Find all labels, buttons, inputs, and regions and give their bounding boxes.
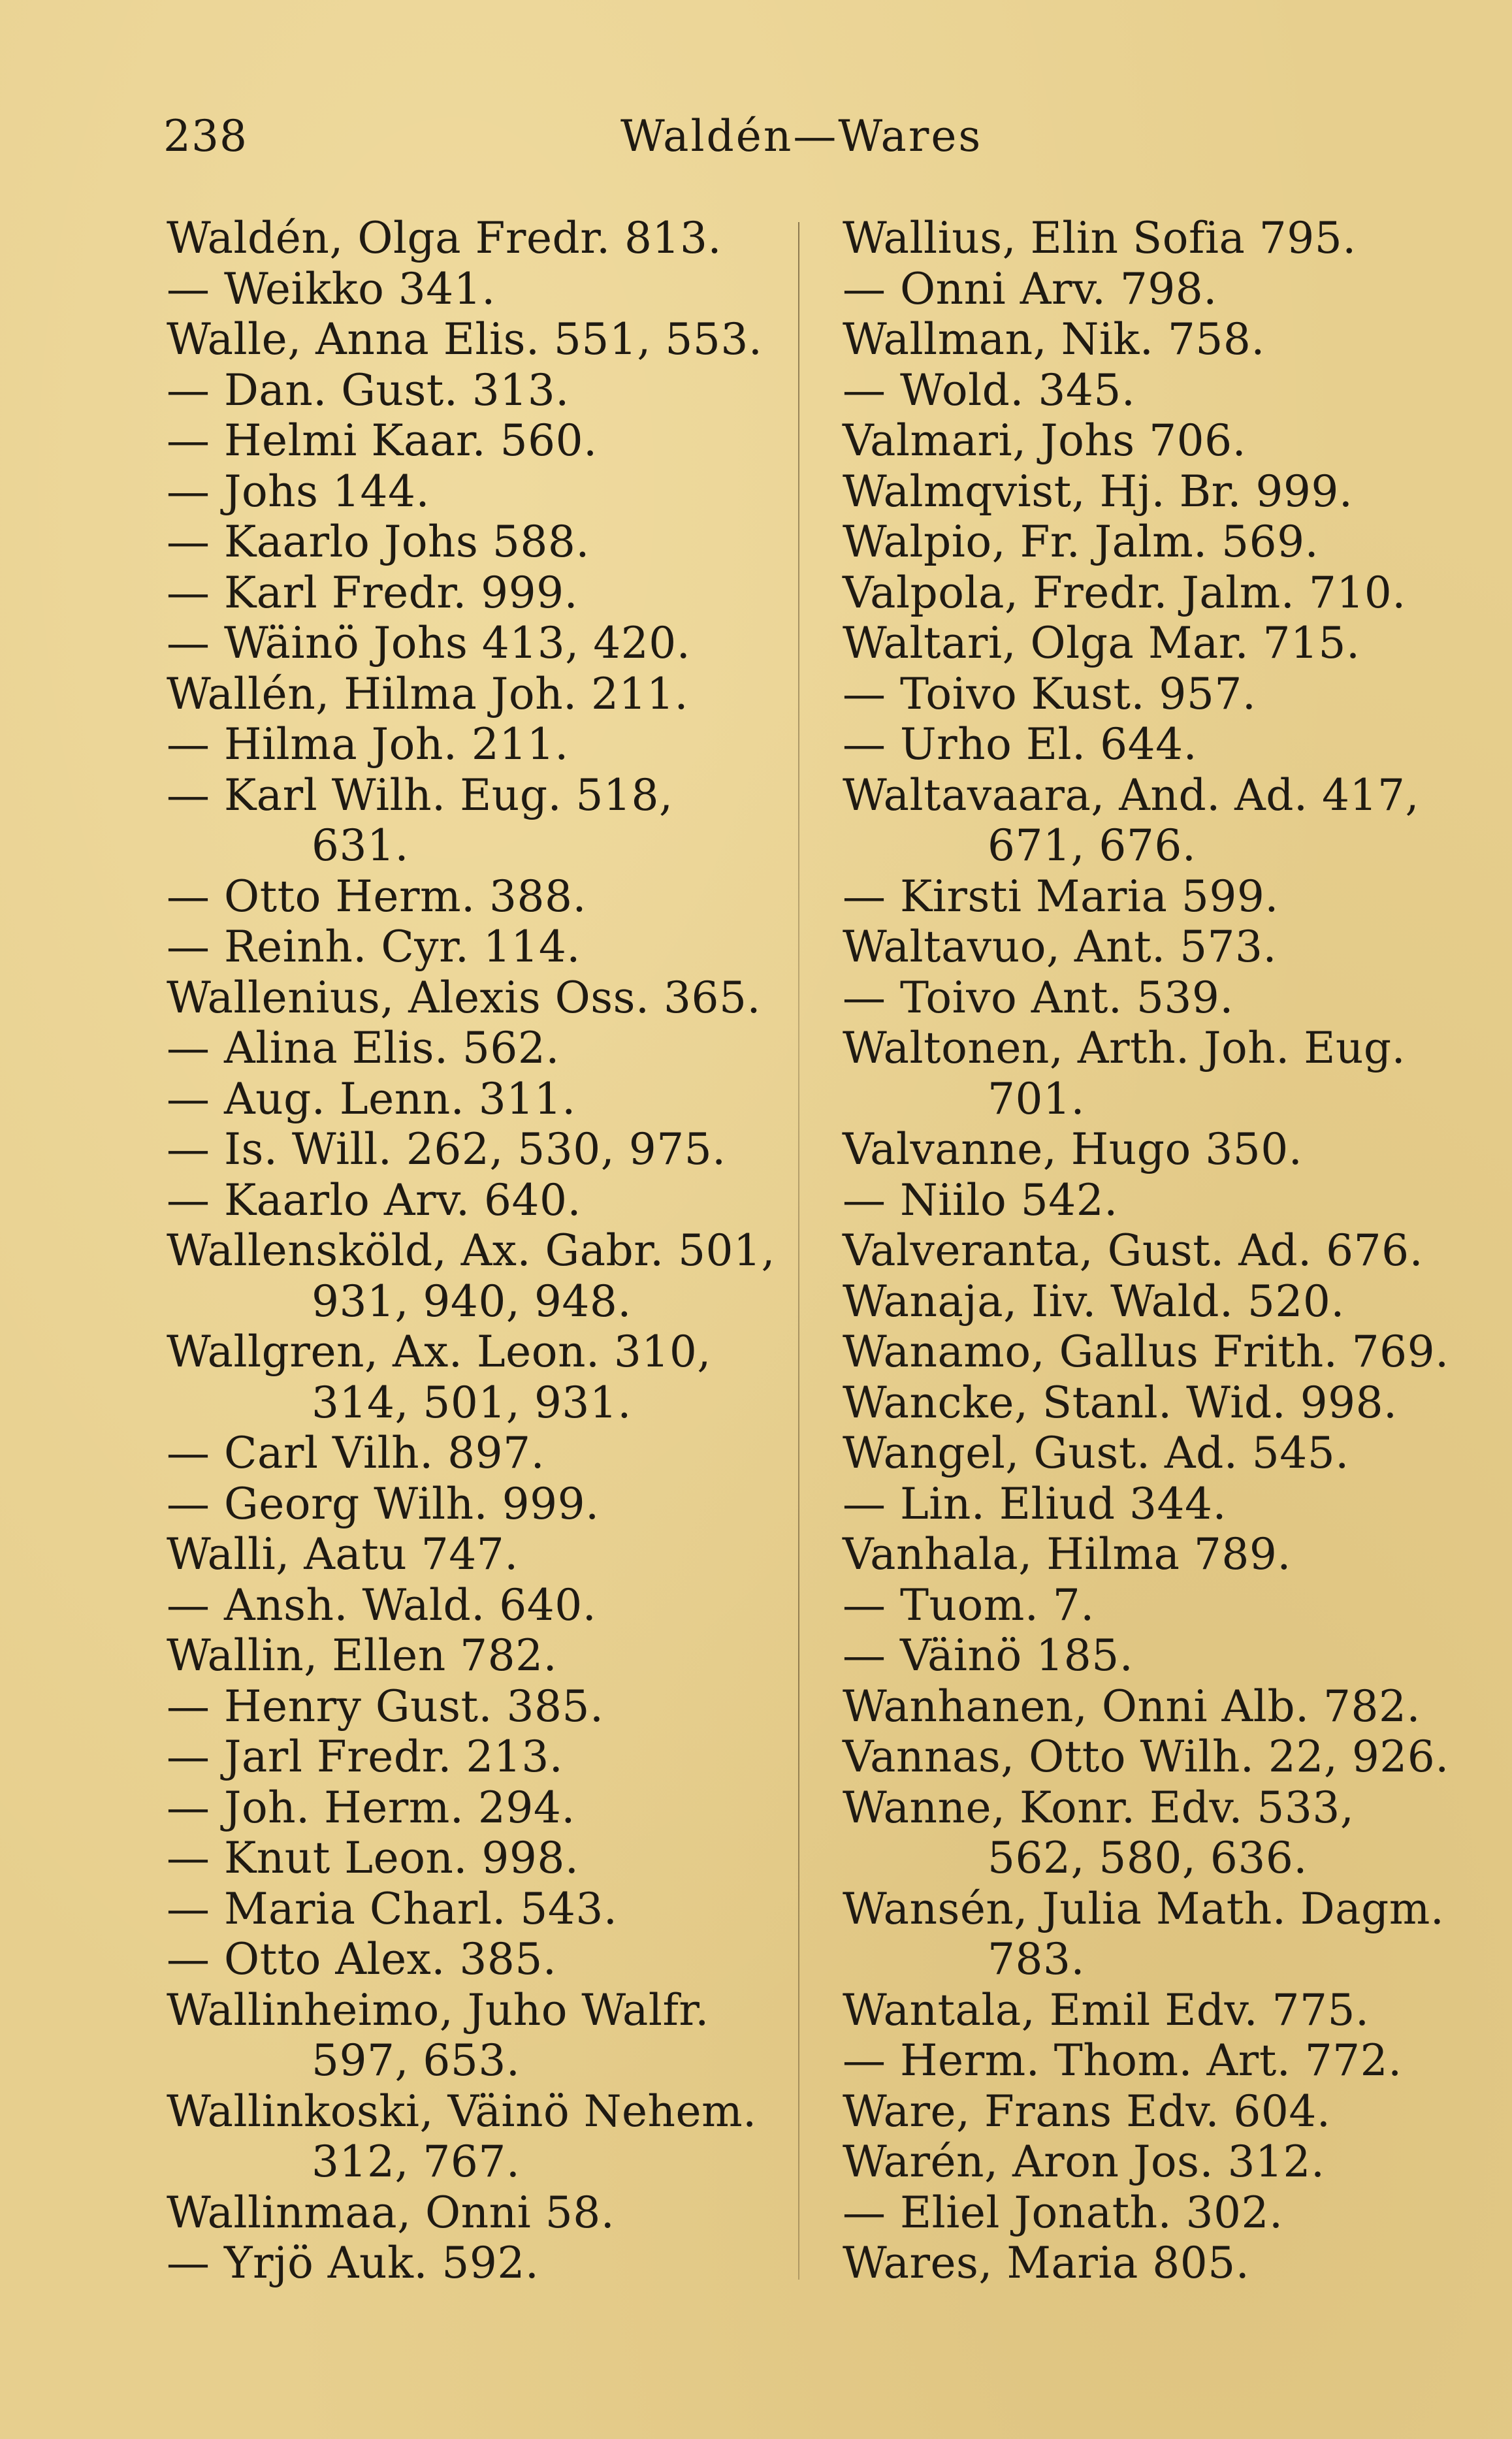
index-entry [843, 1327, 1470, 1378]
index-entry [843, 1479, 1470, 1530]
index-entry-text: Wallius, Elin Sofia 795. [843, 213, 1357, 263]
index-entry [843, 719, 1470, 770]
index-entry-text: — Knut Leon. 998. [167, 1833, 579, 1883]
index-entry [167, 1225, 777, 1327]
index-entry-text: — Karl Wilh. Eug. 518, [167, 769, 673, 820]
index-entry [843, 1630, 1470, 1681]
index-entry [167, 922, 777, 973]
index-entry-text: — Joh. Herm. 294. [167, 1782, 575, 1833]
index-entry-text: — Tuom. 7. [843, 1579, 1095, 1630]
index-entry-text: — Reinh. Cyr. 114. [167, 922, 581, 972]
index-entry-text: — Toivo Ant. 539. [843, 972, 1234, 1023]
index-entry-text: Wangel, Gust. Ad. 545. [843, 1428, 1349, 1478]
index-entry [167, 213, 777, 264]
index-entry [843, 2086, 1470, 2137]
index-entry [843, 1023, 1470, 1124]
index-entry [167, 1732, 777, 1783]
index-entry-text: Warén, Aron Jos. 312. [843, 2137, 1325, 2187]
index-entry [167, 466, 777, 517]
index-entry [167, 1175, 777, 1226]
index-entry-text: — Is. Will. 262, 530, 975. [167, 1124, 726, 1174]
index-entry [843, 568, 1470, 619]
index-entry [843, 1732, 1470, 1783]
index-entry-text: — Jarl Fredr. 213. [167, 1732, 564, 1782]
index-entry [167, 2188, 777, 2238]
index-entry-text: — Helmi Kaar. 560. [167, 415, 598, 466]
index-entry [843, 365, 1470, 416]
index-entry-text: Wanamo, Gallus Frith. 769. [843, 1327, 1449, 1377]
index-entry-text: Walle, Anna Elis. 551, 553. [167, 314, 763, 364]
index-entry [167, 1884, 777, 1935]
index-entry-text: — Wold. 345. [843, 364, 1136, 415]
index-entry-text: — Hilma Joh. 211. [167, 719, 569, 769]
index-entry-text: — Niilo 542. [843, 1174, 1118, 1225]
page-header [163, 111, 1447, 170]
index-entry-text: — Toivo Kust. 957. [843, 668, 1257, 719]
index-entry [843, 1884, 1470, 1985]
index-entry [843, 2137, 1470, 2188]
index-entry [843, 973, 1470, 1024]
index-entry-text: Walli, Aatu 747. [167, 1529, 519, 1579]
index-entry [167, 1580, 777, 1631]
index-entry [843, 2035, 1470, 2086]
index-entry-continuation: 783. [988, 1934, 1085, 1984]
index-entry [167, 1479, 777, 1530]
index-entry [843, 1276, 1470, 1327]
index-entry [167, 264, 777, 315]
index-entry-text: Valpola, Fredr. Jalm. 710. [843, 567, 1406, 618]
index-entry [843, 415, 1470, 466]
index-entry [167, 517, 777, 568]
index-entry-continuation: 314, 501, 931. [312, 1377, 632, 1428]
index-entry-text: Wallén, Hilma Joh. 211. [167, 668, 688, 719]
index-entry-text: — Johs 144. [167, 466, 430, 517]
index-entry-text: — Georg Wilh. 999. [167, 1478, 600, 1529]
index-entry-text: Wallinheimo, Juho Walfr. [167, 1984, 709, 2035]
index-entry [843, 1580, 1470, 1631]
index-entry [843, 618, 1470, 669]
index-entry-text: — Karl Fredr. 999. [167, 567, 579, 618]
index-entry [843, 1681, 1470, 1732]
index-entry [843, 1428, 1470, 1479]
index-entry [167, 1124, 777, 1175]
index-entry-text: Waltonen, Arth. Joh. Eug. [843, 1023, 1406, 1073]
index-entry-text: — Eliel Jonath. 302. [843, 2187, 1283, 2238]
index-entry-text: — Weikko 341. [167, 263, 496, 314]
index-entry-text: Wallensköld, Ax. Gabr. 501, [167, 1225, 776, 1276]
index-entry [843, 517, 1470, 568]
index-entry-text: Wallin, Ellen 782. [167, 1630, 558, 1681]
index-entry-text: Vannas, Otto Wilh. 22, 926. [843, 1732, 1449, 1782]
index-entry [167, 1681, 777, 1732]
index-entry-text: — Wäinö Johs 413, 420. [167, 618, 691, 668]
index-entry [167, 1630, 777, 1681]
index-entry [167, 1327, 777, 1428]
index-entry [167, 2238, 777, 2289]
index-entry [167, 1074, 777, 1125]
index-entry [843, 264, 1470, 315]
index-entry-text: — Herm. Thom. Art. 772. [843, 2035, 1402, 2086]
index-entry-text: — Kaarlo Johs 588. [167, 517, 590, 567]
index-entry-text: Wares, Maria 805. [843, 2238, 1250, 2288]
index-entry-text: — Kaarlo Arv. 640. [167, 1174, 581, 1225]
index-entry [167, 568, 777, 619]
index-entry [843, 922, 1470, 973]
index-entry-text: Wallman, Nik. 758. [843, 314, 1265, 364]
index-entry [167, 365, 777, 416]
index-entry-text: — Henry Gust. 385. [167, 1681, 604, 1732]
index-entry-continuation: 562, 580, 636. [988, 1833, 1308, 1883]
index-entry [167, 669, 777, 720]
index-entry-text: Waltavaara, And. Ad. 417, [843, 769, 1419, 820]
index-entry [167, 618, 777, 669]
running-head: Waldén—Wares [620, 111, 983, 161]
index-entry [843, 1175, 1470, 1226]
index-entry-text: Vanhala, Hilma 789. [843, 1529, 1291, 1579]
index-entry-text: Wanne, Konr. Edv. 533, [843, 1782, 1355, 1833]
index-entry-text: — Ansh. Wald. 640. [167, 1579, 597, 1630]
index-entry [843, 2188, 1470, 2238]
index-entry [167, 2086, 777, 2188]
index-entry [167, 1023, 777, 1074]
index-entry [843, 2238, 1470, 2289]
index-entry-continuation: 701. [988, 1073, 1085, 1124]
index-entry [843, 770, 1470, 871]
index-entry [167, 719, 777, 770]
index-entry-text: — Onni Arv. 798. [843, 263, 1217, 314]
index-entry [167, 1529, 777, 1580]
index-entry [167, 415, 777, 466]
index-entry-text: — Carl Vilh. 897. [167, 1428, 545, 1478]
index-entry [843, 1378, 1470, 1429]
index-entry [843, 314, 1470, 365]
left-column [167, 213, 777, 2289]
index-entry-text: Wancke, Stanl. Wid. 998. [843, 1377, 1398, 1428]
index-entry [843, 213, 1470, 264]
index-entry-text: Waltavuo, Ant. 573. [843, 922, 1278, 972]
index-entry-continuation: 671, 676. [988, 820, 1197, 871]
index-entry-text: Wansén, Julia Math. Dagm. [843, 1883, 1445, 1934]
index-entry-continuation: 631. [312, 820, 409, 871]
index-entry-continuation: 597, 653. [312, 2035, 521, 2086]
index-entry [167, 871, 777, 922]
index-entry [843, 1529, 1470, 1580]
index-entry-text: — Väinö 185. [843, 1630, 1134, 1681]
index-entry [843, 871, 1470, 922]
index-entry [167, 770, 777, 871]
index-entry-text: Waldén, Olga Fredr. 813. [167, 213, 722, 263]
index-entry [167, 1833, 777, 1884]
page-number: 238 [163, 111, 248, 161]
index-entry-text: Wanhanen, Onni Alb. 782. [843, 1681, 1421, 1732]
index-entry-text: Walpio, Fr. Jalm. 569. [843, 517, 1319, 567]
index-entry-text: Waltari, Olga Mar. 715. [843, 618, 1360, 668]
index-entry [843, 1783, 1470, 1884]
index-entry [843, 669, 1470, 720]
index-entry [167, 314, 777, 365]
index-entry [167, 1934, 777, 1985]
column-divider [798, 222, 799, 2280]
index-entry [843, 1225, 1470, 1276]
index-entry-continuation: 931, 940, 948. [312, 1276, 632, 1327]
index-entry-text: Walmqvist, Hj. Br. 999. [843, 466, 1353, 517]
index-entry-text: Wallinmaa, Onni 58. [167, 2187, 615, 2238]
index-entry [167, 973, 777, 1024]
index-entry-text: Valveranta, Gust. Ad. 676. [843, 1225, 1424, 1276]
index-entry-text: — Aug. Lenn. 311. [167, 1073, 576, 1124]
index-entry-text: — Alina Elis. 562. [167, 1023, 560, 1073]
index-entry-text: Wanaja, Iiv. Wald. 520. [843, 1276, 1345, 1327]
index-entry-text: Valvanne, Hugo 350. [843, 1124, 1303, 1174]
index-entry-text: Valmari, Johs 706. [843, 415, 1247, 466]
index-entry-text: — Yrjö Auk. 592. [167, 2238, 539, 2288]
index-entry-text: — Dan. Gust. 313. [167, 364, 570, 415]
index-entry-text: — Otto Alex. 385. [167, 1934, 557, 1984]
index-entry-text: — Maria Charl. 543. [167, 1883, 618, 1934]
index-entry-text: Wallgren, Ax. Leon. 310, [167, 1327, 711, 1377]
index-entry-text: — Kirsti Maria 599. [843, 871, 1279, 922]
index-entry [843, 1985, 1470, 2036]
index-entry [167, 1783, 777, 1833]
index-entry-text: Ware, Frans Edv. 604. [843, 2086, 1331, 2137]
right-column [843, 213, 1470, 2289]
index-entry-text: — Lin. Eliud 344. [843, 1478, 1227, 1529]
index-entry-continuation: 312, 767. [312, 2137, 521, 2187]
index-entry [843, 466, 1470, 517]
index-entry [167, 1428, 777, 1479]
index-entry-text: — Urho El. 644. [843, 719, 1198, 769]
index-entry-text: Wallinkoski, Väinö Nehem. [167, 2086, 757, 2137]
index-entry-text: Wantala, Emil Edv. 775. [843, 1984, 1370, 2035]
index-entry-text: Wallenius, Alexis Oss. 365. [167, 972, 761, 1023]
index-entry-text: — Otto Herm. 388. [167, 871, 587, 922]
index-entry [167, 1985, 777, 2086]
index-entry [843, 1124, 1470, 1175]
